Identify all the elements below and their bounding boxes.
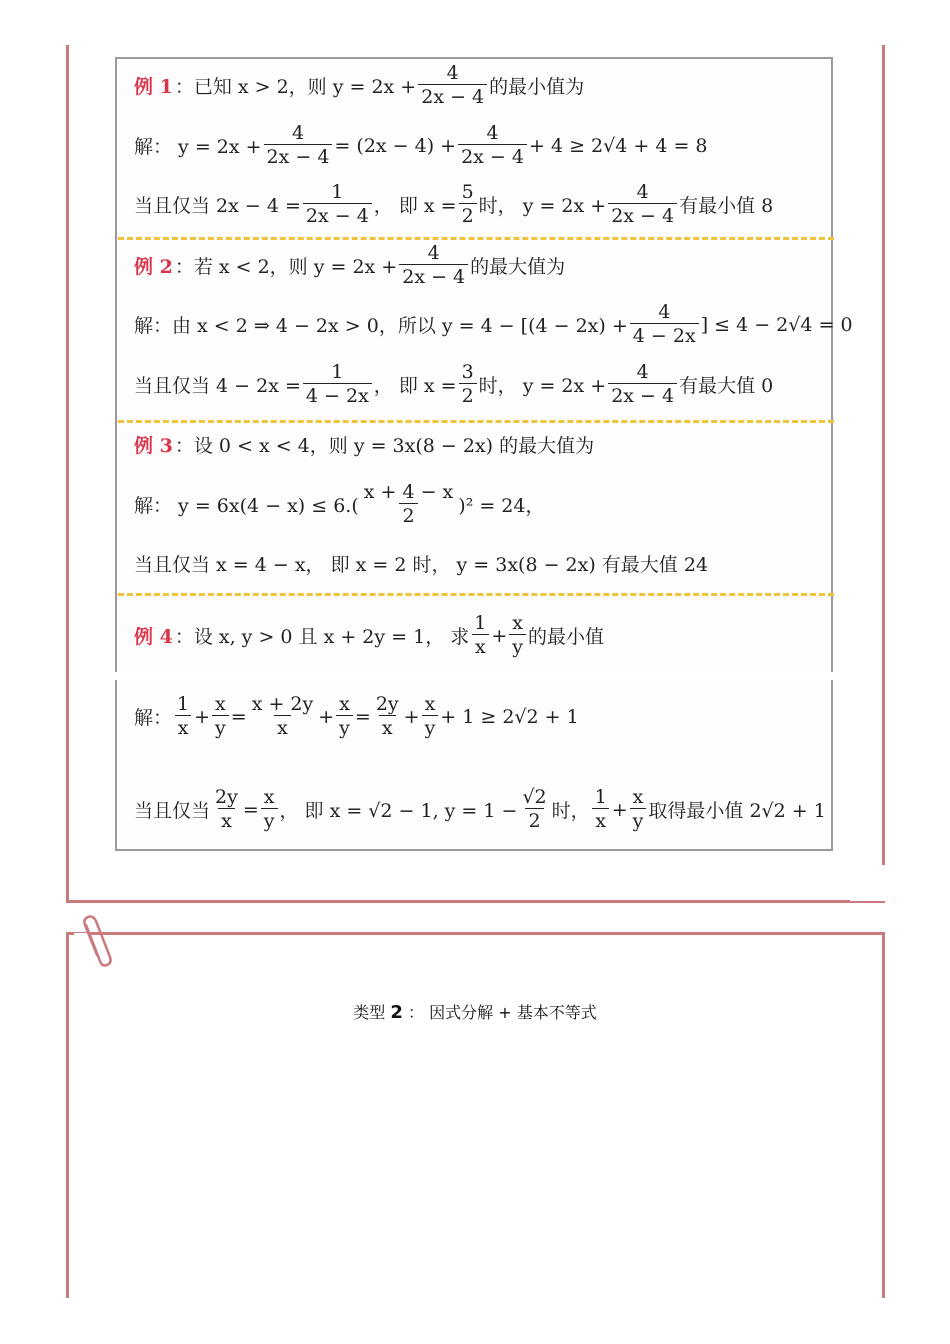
bottom-border-top: [66, 900, 850, 903]
fraction: $\frac{4}{2x - 4}$: [608, 181, 677, 228]
example-3-question: 例 3 ：设 0 < x < 4，则 y = 3x(8 − 2x) 的最大值为: [134, 431, 594, 458]
example-label: 例 4: [134, 626, 173, 648]
fraction: $\frac{2y}{x}$: [375, 693, 399, 739]
fraction: $\frac{x}{y}$: [422, 693, 439, 740]
fraction: $\frac{3}{2}$: [459, 361, 477, 408]
example-3-condition: 当且仅当 x = 4 − x， 即 x = 2 时， y = 3x(8 − 2x) 有最大值 24: [134, 554, 709, 576]
example-label: 例 2: [134, 256, 173, 278]
fraction: $\frac{x}{y}$: [261, 786, 278, 833]
section-title: 类型 2 ： 因式分解 + 基本不等式: [353, 1002, 597, 1023]
panel-break: [110, 672, 840, 680]
bottom-border-top-thin: [850, 901, 885, 903]
fraction: $\frac{2y}{x}$: [215, 786, 238, 832]
section-top-border: [66, 932, 885, 935]
fraction: $\frac{√2}{2}$: [522, 786, 547, 832]
fraction: $\frac{x}{y}$: [630, 786, 647, 833]
separator-2: [118, 420, 834, 423]
paperclip-icon: [74, 913, 114, 973]
example-1-solution: 解： y = 2x + $\frac{4}{2x - 4}$ = (2x − 4) + $\frac{4}{2x - 4}$ + 4 ≥ 2√4 + 4 = 8: [134, 122, 708, 168]
fraction: $\frac{1}{x}$: [471, 612, 489, 659]
example-4-condition: 当且仅当 $\frac{2y}{x}$ = $\frac{x}{y}$ ， 即 x = √2 − 1, y = 1 − $\frac{√2}{2}$ 时， $\frac{1}{x}$ + $\frac{x}{y}$ 取得最小值 2√2 + 1: [134, 786, 826, 832]
separator-1: [118, 237, 834, 240]
right-border-top: [882, 45, 885, 865]
example-4-solution: 解： $\frac{1}{x}$ + $\frac{x}{y}$ = $\frac{x + 2y}{x}$ + $\frac{x}{y}$ = $\frac{2y}{x}$ + $\frac{x}{y}$ + 1 ≥ 2√2 + 1: [134, 693, 579, 739]
example-label: 例 1: [134, 76, 173, 98]
fraction: $\frac{1}{2x - 4}$: [303, 181, 372, 228]
fraction: $\frac{x}{y}$: [212, 693, 229, 740]
fraction: $\frac{4}{2x - 4}$: [418, 62, 487, 109]
example-label: 例 3: [134, 435, 173, 457]
fraction: $\frac{4}{2x - 4}$: [264, 122, 333, 169]
fraction: $\frac{5}{2}$: [459, 181, 477, 228]
fraction: $\frac{1}{x}$: [592, 786, 610, 833]
fraction: $\frac{x + 4 - x}{2}$: [363, 481, 454, 527]
fraction: $\frac{x}{y}$: [509, 612, 526, 659]
example-2-question: 例 2 ：若 x < 2，则 y = 2x + $\frac{4}{2x - 4}$ 的最大值为: [134, 242, 566, 288]
fraction: $\frac{4}{2x - 4}$: [608, 361, 677, 408]
example-1-question: 例 1 ：已知 x > 2，则 y = 2x + $\frac{4}{2x - 4}$ 的最小值为: [134, 62, 585, 108]
fraction: $\frac{x}{y}$: [336, 693, 353, 740]
example-2-solution: 解：由 x < 2 ⇒ 4 − 2x > 0，所以 y = 4 − [(4 − 2x) + $\frac{4}{4 - 2x}$ ] ≤ 4 − 2√4 = 0: [134, 301, 853, 347]
example-2-condition: 当且仅当 4 − 2x = $\frac{1}{4 - 2x}$ ， 即 x = $\frac{3}{2}$ 时， y = 2x + $\frac{4}{2x - 4}$ 有最大值 0: [134, 361, 774, 407]
fraction: $\frac{1}{4 - 2x}$: [303, 361, 372, 408]
example-4-question: 例 4 ：设 x, y > 0 且 x + 2y = 1， 求 $\frac{1}{x}$ + $\frac{x}{y}$ 的最小值: [134, 612, 605, 658]
fraction: $\frac{x + 2y}{x}$: [251, 693, 314, 739]
fraction: $\frac{4}{2x - 4}$: [399, 242, 468, 289]
left-border-top: [66, 45, 69, 903]
right-border-bottom: [882, 932, 885, 1298]
fraction: $\frac{1}{x}$: [174, 693, 192, 740]
example-3-solution: 解： y = 6x(4 − x) ≤ 6.( $\frac{x + 4 - x}{2}$ )² = 24，: [134, 481, 545, 527]
fraction: $\frac{4}{2x - 4}$: [458, 122, 527, 169]
fraction: $\frac{4}{4 - 2x}$: [630, 301, 699, 348]
example-1-condition: 当且仅当 2x − 4 = $\frac{1}{2x - 4}$ ， 即 x = $\frac{5}{2}$ 时， y = 2x + $\frac{4}{2x - 4}$ 有最小值 8: [134, 181, 774, 227]
separator-3: [118, 593, 834, 596]
left-border-bottom: [66, 932, 69, 1298]
